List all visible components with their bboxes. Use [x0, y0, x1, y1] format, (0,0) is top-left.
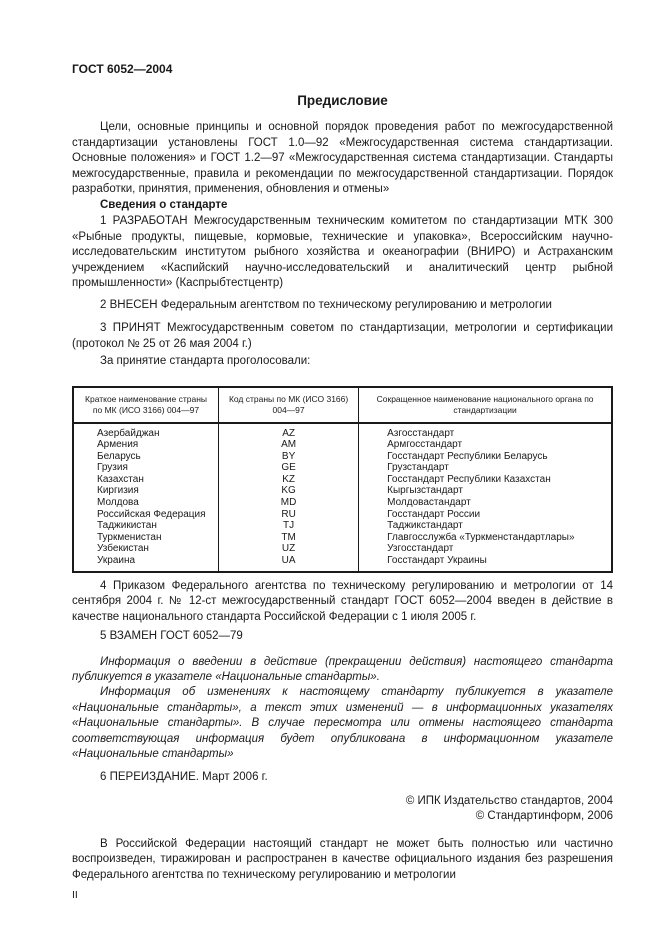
country-cell: Российская Федерация	[97, 508, 206, 520]
org-cell: Кыргызстандарт	[359, 485, 612, 497]
org-cell: Таджикстандарт	[359, 520, 612, 532]
code-cell: TM	[219, 532, 359, 544]
code-cell: AM	[219, 439, 359, 451]
country-cell: Грузия	[97, 462, 128, 474]
code-cell: KZ	[219, 474, 359, 486]
vote-intro-line: За принятие стандарта проголосовали:	[100, 355, 311, 367]
org-cell: Госстандарт Республики Казахстан	[359, 474, 612, 486]
table-row	[73, 555, 612, 572]
italic-notes-block	[72, 655, 613, 763]
org-cell: Госстандарт Республики Беларусь	[359, 451, 612, 463]
note-publication: Информация о введении в действие (прекращении действия) настоящего стандарта публикуется в указателе «Национальные стандарты».	[72, 655, 613, 684]
org-cell: Госстандарт России	[359, 509, 612, 521]
table-row	[73, 423, 612, 440]
code-cell: BY	[219, 451, 359, 463]
page-title: Предисловие	[297, 93, 388, 108]
table-header-row	[73, 387, 612, 423]
table-row	[73, 532, 612, 544]
item-6-reissue: 6 ПЕРЕИЗДАНИЕ. Март 2006 г.	[100, 771, 268, 784]
column-header-org: Сокращенное наименование национального органа по стандартизации	[359, 387, 612, 423]
org-cell: Главгосслужба «Туркменстандартлары»	[359, 532, 612, 544]
doc-code: ГОСТ 6052—2004	[72, 62, 173, 76]
table-row	[73, 509, 612, 521]
org-cell: Армгосстандарт	[359, 439, 612, 451]
country-cell: Киргизия	[97, 485, 139, 497]
country-cell: Туркменистан	[97, 531, 162, 543]
org-cell: Молдовастандарт	[359, 497, 612, 509]
standard-info-heading: Сведения о стандарте	[100, 198, 228, 211]
code-cell: GE	[219, 462, 359, 474]
org-cell: Грузстандарт	[359, 462, 612, 474]
table-row	[73, 543, 612, 555]
item-5-replaces: 5 ВЗАМЕН ГОСТ 6052—79	[100, 630, 243, 643]
country-cell: Армения	[97, 439, 139, 451]
page-content	[72, 62, 613, 902]
country-cell: Украина	[97, 555, 136, 567]
item-1-developed: 1 РАЗРАБОТАН Межгосударственным техническим комитетом по стандартизации МТК 300 «Рыбные продукты, пищевые, кормовые, технические и упаковка», Всероссийским научно-исследовательским институтом рыбного хозяйства и океанографии (ВНИРО) и Астраханским учреждением «Каспийский научно-исследовательский и аналитический центр рыбной промышленности» (Каспрыбтестцентр)	[72, 215, 613, 289]
country-cell: Беларусь	[97, 450, 141, 462]
copyright-block	[72, 794, 613, 825]
code-cell: UZ	[219, 543, 359, 555]
table-row	[73, 462, 612, 474]
org-cell: Узгосстандарт	[359, 543, 612, 555]
country-cell: Азербайджан	[97, 427, 160, 439]
item-3-adopted: 3 ПРИНЯТ Межгосударственным советом по стандартизации, метрологии и сертификации (протокол № 25 от 26 мая 2004 г.)	[72, 322, 613, 350]
table-row	[73, 520, 612, 532]
item-4-order: 4 Приказом Федерального агентства по техническому регулированию и метрологии от 14 сентября 2004 г. № 12-ст межгосударственный стандарт ГОСТ 6052—2004 введен в действие в качестве национального стандарта Российской Федерации с 1 июля 2005 г.	[72, 579, 613, 623]
table-row	[73, 497, 612, 509]
org-cell: Азгосстандарт	[359, 423, 612, 440]
reproduction-restriction: В Российской Федерации настоящий стандарт не может быть полностью или частично воспроизведен, тиражирован и распространен в качестве официального издания без разрешения Федерального агентства по техническому регулированию и метрологии	[72, 837, 613, 881]
item-2-submitted: 2 ВНЕСЕН Федеральным агентством по техническому регулированию и метрологии	[100, 298, 552, 311]
copyright-line-1: © ИПК Издательство стандартов, 2004	[405, 794, 613, 807]
code-cell: AZ	[219, 423, 359, 440]
copyright-line-2: © Стандартинформ, 2006	[475, 810, 613, 823]
table-row	[73, 485, 612, 497]
voting-countries-table	[72, 386, 613, 573]
column-header-country: Краткое наименование страны по МК (ИСО 3166) 004—97	[73, 387, 219, 423]
column-header-code: Код страны по МК (ИСО 3166) 004—97	[219, 387, 359, 423]
table-row	[73, 451, 612, 463]
code-cell: UA	[219, 555, 359, 572]
country-cell: Молдова	[97, 497, 139, 509]
note-amendments: Информация об изменениях к настоящему стандарту публикуется в указателе «Национальные стандарты», а текст этих изменений — в информационных указателях «Национальные стандарты». В случае пересмотра или отмены настоящего стандарта соответствующая информация будет опубликована в информационном указателе «Национальные стандарты»	[72, 686, 613, 761]
page-number: II	[72, 889, 78, 902]
code-cell: KG	[219, 485, 359, 497]
table-row	[73, 439, 612, 451]
code-cell: MD	[219, 497, 359, 509]
code-cell: TJ	[219, 520, 359, 532]
country-cell: Таджикистан	[97, 520, 157, 532]
table-row	[73, 474, 612, 486]
country-cell: Узбекистан	[97, 543, 149, 555]
country-cell: Казахстан	[97, 473, 144, 485]
code-cell: RU	[219, 509, 359, 521]
org-cell: Госстандарт Украины	[359, 555, 612, 572]
intro-paragraph: Цели, основные принципы и основной порядок проведения работ по межгосударственной стандартизации установлены ГОСТ 1.0—92 «Межгосударственная система стандартизации. Основные положения» и ГОСТ 1.2—97 «Межгосударственная система стандартизации. Стандарты межгосударственные, правила и рекомендации по межгосударственной стандартизации. Порядок разработки, принятия, применения, обновления и отмены»	[72, 121, 613, 195]
